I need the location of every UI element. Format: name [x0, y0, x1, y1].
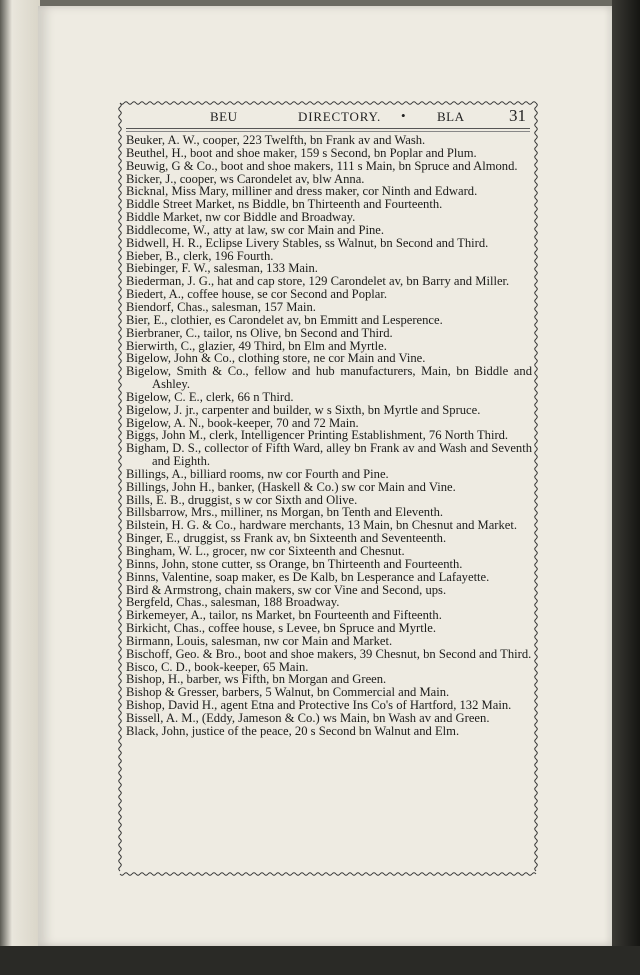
- directory-entry: Bishop, H., barber, ws Fifth, bn Morgan and Green.: [126, 672, 387, 687]
- directory-entry: Bigelow, J. jr., carpenter and builder, w s Sixth, bn Myrtle and Spruce.: [126, 402, 481, 417]
- directory-entry: Beuwig, G & Co., boot and shoe makers, 111 s Main, bn Spruce and Almond.: [126, 158, 518, 173]
- directory-entry: Biddle Market, nw cor Biddle and Broadway.: [126, 210, 356, 225]
- directory-entry: Beuker, A. W., cooper, 223 Twelfth, bn Frank av and Wash.: [126, 133, 426, 147]
- directory-entry: Biebinger, F. W., salesman, 133 Main.: [126, 261, 318, 276]
- directory-entry: Biddlecome, W., atty at law, sw cor Main and Pine.: [126, 222, 385, 237]
- directory-frame: [116, 100, 540, 878]
- directory-entries: [126, 134, 532, 738]
- running-header: [126, 106, 530, 126]
- directory-entry: Bicker, J., cooper, ws Carondelet av, blw Anna.: [126, 171, 365, 186]
- directory-entry: Bigelow, John & Co., clothing store, ne cor Main and Vine.: [126, 351, 426, 366]
- directory-entry: Birkemeyer, A., tailor, ns Market, bn Fourteenth and Fifteenth.: [126, 608, 442, 623]
- directory-entry: Biddle Street Market, ns Biddle, bn Thirteenth and Fourteenth.: [126, 197, 443, 212]
- directory-entry: Binger, E., druggist, ss Frank av, bn Sixteenth and Seventeenth.: [126, 531, 447, 546]
- directory-entry: Bierbraner, C., tailor, ns Olive, bn Second and Third.: [126, 325, 393, 340]
- right-background: [612, 0, 640, 975]
- page-number: 31: [509, 106, 526, 125]
- directory-entry: Bird & Armstrong, chain makers, sw cor Vine and Second, ups.: [126, 582, 447, 597]
- directory-entry: Bigelow, A. N., book-keeper, 70 and 72 Main.: [126, 415, 359, 430]
- directory-entry: Biggs, John M., clerk, Intelligencer Printing Establishment, 76 North Third.: [126, 428, 509, 443]
- directory-entry: Binns, Valentine, soap maker, es De Kalb, bn Lesperance and Lafayette.: [126, 569, 490, 584]
- directory-entry: Bishop & Gresser, barbers, 5 Walnut, bn Commercial and Main.: [126, 685, 450, 700]
- directory-entry: Bilstein, H. G. & Co., hardware merchants, 13 Main, bn Chesnut and Market.: [126, 518, 518, 533]
- directory-entry: Bischoff, Geo. & Bro., boot and shoe makers, 39 Chesnut, bn Second and Third.: [126, 646, 532, 661]
- directory-entry: Biedert, A., coffee house, se cor Second and Poplar.: [126, 287, 388, 302]
- directory-title: DIRECTORY.: [298, 109, 382, 124]
- right-guide-word: BLA: [437, 109, 465, 124]
- directory-entry: Binns, John, stone cutter, ss Orange, bn Thirteenth and Fourteenth.: [126, 556, 463, 571]
- directory-entry: Biederman, J. G., hat and cap store, 129 Carondelet av, bn Barry and Miller.: [126, 274, 510, 289]
- directory-entry: Beuthel, H., boot and shoe maker, 159 s Second, bn Poplar and Plum.: [126, 145, 477, 160]
- header-separator: •: [401, 108, 406, 123]
- directory-entry: Biendorf, Chas., salesman, 157 Main.: [126, 299, 316, 314]
- directory-entry: Bigham, D. S., collector of Fifth Ward, alley bn Frank av and Wash and Seventh and Eighth.: [126, 441, 532, 469]
- directory-entry: Bishop, David H., agent Etna and Protective Ins Co's of Hartford, 132 Main.: [126, 698, 512, 713]
- directory-entry: Bicknal, Miss Mary, milliner and dress maker, cor Ninth and Edward.: [126, 184, 478, 199]
- directory-entry: Bigelow, C. E., clerk, 66 n Third.: [126, 389, 294, 404]
- directory-entry: Bisco, C. D., book-keeper, 65 Main.: [126, 659, 309, 674]
- header-rule: [126, 128, 530, 132]
- directory-entry: Black, John, justice of the peace, 20 s Second bn Walnut and Elm.: [126, 723, 460, 738]
- directory-entry: Birmann, Louis, salesman, nw cor Main and Market.: [126, 633, 393, 648]
- directory-entry: Bier, E., clothier, es Carondelet av, bn Emmitt and Lesperence.: [126, 312, 443, 327]
- directory-entry: Bissell, A. M., (Eddy, Jameson & Co.) ws Main, bn Wash av and Green.: [126, 710, 490, 725]
- directory-entry: Bergfeld, Chas., salesman, 188 Broadway.: [126, 595, 340, 610]
- directory-entry: Billsbarrow, Mrs., milliner, ns Morgan, bn Tenth and Eleventh.: [126, 505, 444, 520]
- left-guide-word: BEU: [210, 109, 238, 124]
- directory-entry: Billings, John H., banker, (Haskell & Co.) sw cor Main and Vine.: [126, 479, 456, 494]
- directory-entry: Bills, E. B., druggist, s w cor Sixth and Olive.: [126, 492, 358, 507]
- directory-entry: Bigelow, Smith & Co., fellow and hub manufacturers, Main, bn Biddle and Ashley.: [126, 364, 532, 392]
- book-gutter: [0, 0, 40, 975]
- directory-entry: Billings, A., billiard rooms, nw cor Fourth and Pine.: [126, 466, 389, 481]
- directory-entry: Birkicht, Chas., coffee house, s Levee, bn Spruce and Myrtle.: [126, 621, 436, 636]
- directory-entry: Bierwirth, C., glazier, 49 Third, bn Elm and Myrtle.: [126, 338, 387, 353]
- directory-entry: Bingham, W. L., grocer, nw cor Sixteenth and Chesnut.: [126, 544, 405, 558]
- directory-entry: Bidwell, H. R., Eclipse Livery Stables, ss Walnut, bn Second and Third.: [126, 235, 489, 250]
- directory-entry: Bieber, B., clerk, 196 Fourth.: [126, 248, 274, 263]
- bottom-background: [0, 946, 640, 975]
